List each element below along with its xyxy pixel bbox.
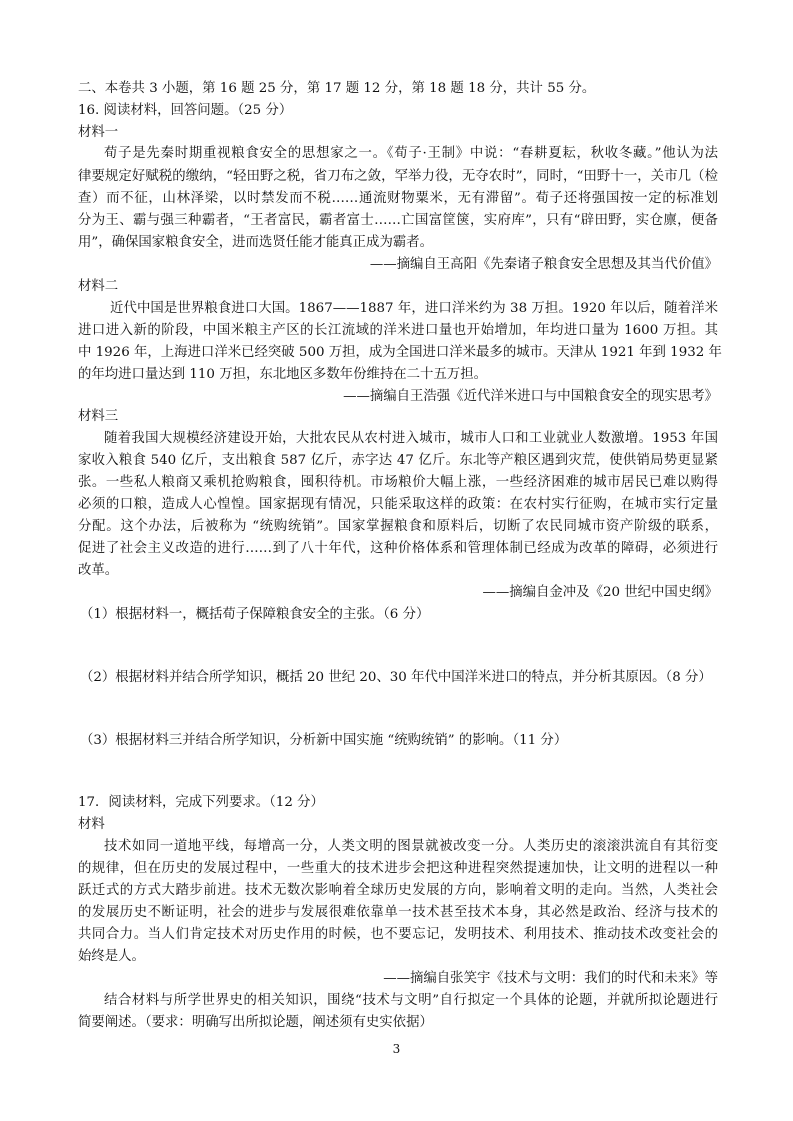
q17-material-line: 的发展历史不断证明，社会的进步与发展很难依靠单一技术甚至技术本身，其必然是政治、经济与技术的: [78, 905, 718, 920]
q16-material3-line: 必须的口粮，造成人心惶惶。国家据现有情况，只能采取这样的政策：在农村实行征购，在城市实行定量: [78, 497, 718, 512]
q16-title: 16. 阅读材料，回答问题。（25 分）: [78, 103, 293, 118]
q16-material2-label: 材料二: [78, 279, 119, 294]
q16-material3-line: 分配。这个办法，后被称为 “统购统销”。国家掌握粮食和原料后，切断了农民同城市资产阶级的联系，: [78, 519, 718, 534]
q16-material2-line: 近代中国是世界粮食进口大国。1867——1887 年，进口洋米约为 38 万担。1920 年以后，随着洋米: [110, 301, 718, 316]
q17-material-line: 技术如同一道地平线，每增高一分，人类文明的图景就被改变一分。人类历史的滚滚洪流自有其衍变: [104, 839, 718, 854]
q16-material1-line: 荀子是先秦时期重视粮食安全的思想家之一。《荀子·王制》中说：“春耕夏耘，秋收冬藏。”他认为法: [104, 146, 718, 161]
q17-material-line: 的规律，但在历史的发展过程中，一些重大的技术进步会把这种进程突然提速加快，让文明的进程以一种: [78, 861, 718, 876]
q16-material3-line: 改革。: [78, 563, 119, 578]
q17-material-line: 跃迁式的方式大踏步前进。技术无数次影响着全球历史发展的方向，影响着文明的走向。当然，人类社会: [78, 883, 718, 898]
q16-subquestion-2: （2）根据材料并结合所学知识，概括 20 世纪 20、30 年代中国洋米进口的特点，并分析其原因。（8 分）: [80, 670, 712, 685]
q17-title: 17．阅读材料，完成下列要求。（12 分）: [78, 795, 324, 810]
q16-subquestion-1: （1）根据材料一，概括荀子保障粮食安全的主张。（6 分）: [80, 607, 430, 622]
q16-material1-line: 分为王、霸与强三种霸者，“王者富民，霸者富士……亡国富筐箧，实府库”，只有“辟田野，实仓廪，便备: [78, 213, 718, 228]
q16-material3-line: 家收入粮食 540 亿斤，支出粮食 587 亿斤，赤字达 47 亿斤。东北等产粮区遇到灾荒，使供销局势更显紧: [78, 453, 718, 468]
page-number: 3: [392, 1042, 401, 1056]
q16-material1-line: 查）而不征，山林泽梁，以时禁发而不税……通流财物粟米，无有滞留”。荀子还将强国按一定的标准划: [78, 191, 718, 206]
q16-material2-source: ——摘编自王浩强《近代洋米进口与中国粮食安全的现实思考》: [343, 389, 718, 404]
q16-subquestion-3: （3）根据材料三并结合所学知识，分析新中国实施 “统购统销” 的影响。（11 分）: [80, 733, 568, 748]
q16-material3-source: ——摘编自金冲及《20 世纪中国史纲》: [482, 585, 718, 600]
q16-material2-line: 的年均进口量达到 110 万担，东北地区多数年份维持在二十五万担。: [78, 367, 488, 382]
q17-material-line: 共同合力。当人们肯定技术对历史作用的时候，也不要忘记，发明技术、利用技术、推动技术改变社会的: [78, 927, 718, 942]
section-header: 二、本卷共 3 小题，第 16 题 25 分，第 17 题 12 分，第 18 题 18 分，共计 55 分。: [78, 81, 596, 96]
q16-material2-line: 中 1926 年，上海进口洋米已经突破 500 万担，成为全国进口洋米最多的城市。天津从 1921 年到 1932 年: [78, 345, 722, 360]
q16-material3-line: 张。一些私人粮商又乘机抢购粮食，囤积待机。市场粮价大幅上涨，一些经济困难的城市居民已难以购得: [78, 475, 718, 490]
q17-task-line: 简要阐述。（要求：明确写出所拟论题，阐述须有史实依据）: [78, 1015, 433, 1030]
q17-task-line: 结合材料与所学世界史的相关知识，围绕“技术与文明”自行拟定一个具体的论题，并就所拟论题进行: [104, 993, 718, 1008]
q16-material1-label: 材料一: [78, 125, 119, 140]
q16-material3-line: 促进了社会主义改造的进行……到了八十年代，这种价格体系和管理体制已经成为改革的障碍，必须进行: [78, 541, 718, 556]
q16-material3-line: 随着我国大规模经济建设开始，大批农民从农村进入城市，城市人口和工业就业人数激增。1953 年国: [104, 431, 718, 446]
q16-material2-line: 进口进入新的阶段，中国米粮主产区的长江流域的洋米进口量也开始增加，年均进口量为 1600 万担。其: [78, 323, 718, 338]
q17-material-source: ——摘编自张笑宇《技术与文明：我们的时代和未来》等: [383, 971, 718, 986]
q17-material-label: 材料: [78, 817, 105, 832]
q16-material3-label: 材料三: [78, 409, 119, 424]
q17-material-line: 始终是人。: [78, 949, 145, 964]
q16-material1-source: ——摘编自王高阳《先秦诸子粮食安全思想及其当代价值》: [369, 257, 718, 272]
q16-material1-line: 律要规定好赋税的缴纳，“轻田野之税，省刀布之敛，罕举力役，无夺农时”，同时，“田野十一，关市几（检: [78, 169, 718, 184]
q16-material1-line: 用”，确保国家粮食安全，进而选贤任能才能真正成为霸者。: [78, 235, 433, 250]
